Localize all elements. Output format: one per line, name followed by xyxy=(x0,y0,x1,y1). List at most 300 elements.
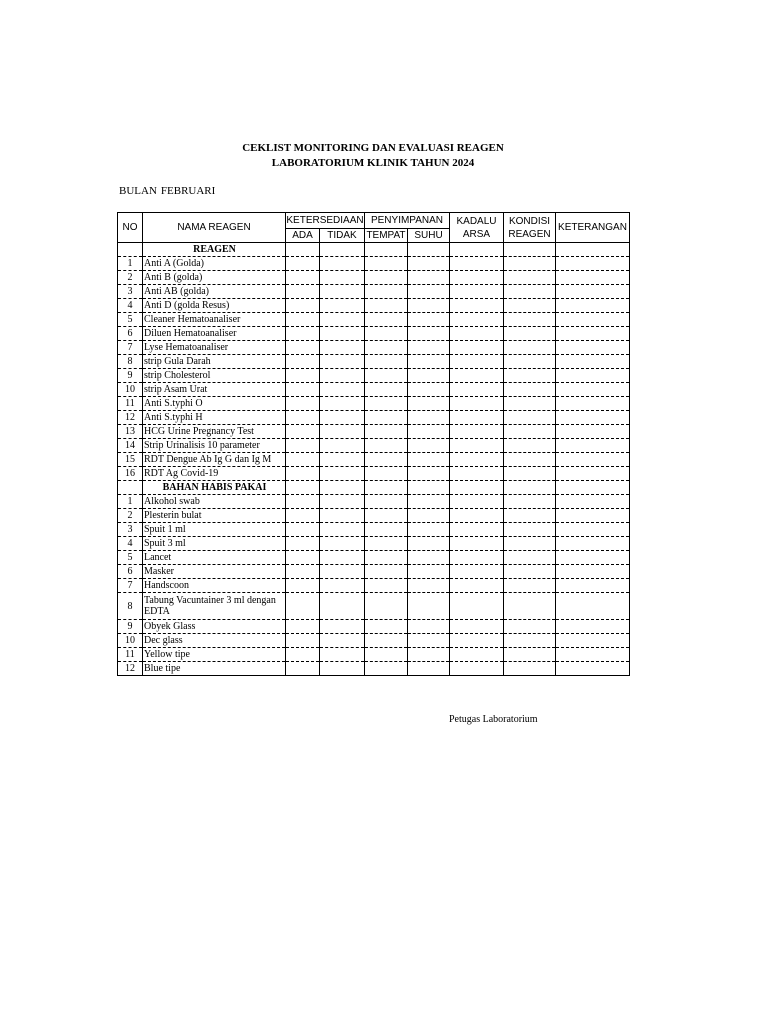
cell-kadaluarsa xyxy=(450,620,504,634)
cell-tempat xyxy=(365,481,408,495)
cell-ada xyxy=(286,285,320,299)
cell-suhu xyxy=(408,579,450,593)
table-row xyxy=(118,313,630,327)
cell-suhu xyxy=(408,593,450,620)
cell-suhu xyxy=(408,439,450,453)
cell-tidak xyxy=(320,425,365,439)
cell-suhu xyxy=(408,509,450,523)
cell-tempat xyxy=(365,383,408,397)
item-name: Strip Urinalisis 10 parameter xyxy=(143,439,286,453)
header-kondisi-line2: REAGEN xyxy=(508,228,551,240)
cell-kadaluarsa xyxy=(450,495,504,509)
cell-ada xyxy=(286,495,320,509)
cell-ada xyxy=(286,620,320,634)
cell-ada xyxy=(286,523,320,537)
cell-keterangan xyxy=(556,648,630,662)
table-row xyxy=(118,341,630,355)
cell-suhu xyxy=(408,369,450,383)
cell-tidak xyxy=(320,662,365,676)
cell-kondisi xyxy=(504,411,556,425)
cell-tempat xyxy=(365,467,408,481)
month-line xyxy=(119,185,215,197)
cell-suhu xyxy=(408,243,450,257)
item-no: 10 xyxy=(118,383,143,397)
item-no: 4 xyxy=(118,537,143,551)
cell-kondisi xyxy=(504,355,556,369)
table-row xyxy=(118,634,630,648)
cell-keterangan xyxy=(556,481,630,495)
item-name: strip Gula Darah xyxy=(143,355,286,369)
cell-kondisi xyxy=(504,551,556,565)
item-name: Lancet xyxy=(143,551,286,565)
item-name: Anti B (golda) xyxy=(143,271,286,285)
cell-suhu xyxy=(408,383,450,397)
header-ada: ADA xyxy=(286,229,320,243)
item-name: RDT Dengue Ab Ig G dan Ig M xyxy=(143,453,286,467)
cell-keterangan xyxy=(556,551,630,565)
header-kondisi-reagen xyxy=(504,213,556,243)
item-no: 4 xyxy=(118,299,143,313)
cell-kondisi xyxy=(504,383,556,397)
cell-tempat xyxy=(365,299,408,313)
month-value: FEBRUARI xyxy=(160,185,216,197)
item-name: Anti S.typhi O xyxy=(143,397,286,411)
cell-keterangan xyxy=(556,495,630,509)
item-no: 12 xyxy=(118,662,143,676)
cell-tidak xyxy=(320,648,365,662)
item-no: 9 xyxy=(118,620,143,634)
table-row xyxy=(118,467,630,481)
cell-kondisi xyxy=(504,439,556,453)
cell-tempat xyxy=(365,397,408,411)
cell-suhu xyxy=(408,271,450,285)
cell-ada xyxy=(286,453,320,467)
header-tempat: TEMPAT xyxy=(366,230,406,241)
item-no: 9 xyxy=(118,369,143,383)
cell-kondisi xyxy=(504,257,556,271)
document-title: CEKLIST MONITORING DAN EVALUASI REAGEN xyxy=(242,142,504,154)
cell-ada xyxy=(286,662,320,676)
item-no: 1 xyxy=(118,257,143,271)
officer-signature-label: Petugas Laboratorium xyxy=(449,714,538,725)
cell-keterangan xyxy=(556,620,630,634)
header-kadaluarsa-line2: ARSA xyxy=(462,228,491,240)
item-name: Spuit 1 ml xyxy=(143,523,286,537)
cell-kondisi xyxy=(504,565,556,579)
table-row xyxy=(118,383,630,397)
cell-kondisi xyxy=(504,662,556,676)
header-nama-reagen: NAMA REAGEN xyxy=(143,213,286,243)
cell-kadaluarsa xyxy=(450,551,504,565)
cell-ada xyxy=(286,327,320,341)
cell-tidak xyxy=(320,495,365,509)
cell-kadaluarsa xyxy=(450,355,504,369)
item-no: 5 xyxy=(118,551,143,565)
cell-kondisi xyxy=(504,523,556,537)
cell-ada xyxy=(286,299,320,313)
cell-ada xyxy=(286,271,320,285)
cell-ada xyxy=(286,439,320,453)
table-row xyxy=(118,648,630,662)
cell-tempat xyxy=(365,579,408,593)
cell-tempat xyxy=(365,425,408,439)
table-row xyxy=(118,620,630,634)
cell-tidak xyxy=(320,285,365,299)
cell-keterangan xyxy=(556,593,630,620)
item-name: HCG Urine Pregnancy Test xyxy=(143,425,286,439)
table-row xyxy=(118,397,630,411)
item-name: RDT Ag Covid-19 xyxy=(143,467,286,481)
section-title: BAHAN HABIS PAKAI xyxy=(143,481,286,495)
cell-tidak xyxy=(320,313,365,327)
header-keterangan: KETERANGAN xyxy=(556,213,630,243)
cell-suhu xyxy=(408,648,450,662)
item-no: 11 xyxy=(118,397,143,411)
item-no: 5 xyxy=(118,313,143,327)
cell-tidak xyxy=(320,327,365,341)
cell-kadaluarsa xyxy=(450,579,504,593)
cell-tidak xyxy=(320,509,365,523)
cell-tempat xyxy=(365,411,408,425)
cell-suhu xyxy=(408,411,450,425)
cell-ada xyxy=(286,565,320,579)
cell-ada xyxy=(286,425,320,439)
cell-ada xyxy=(286,243,320,257)
cell-suhu xyxy=(408,355,450,369)
cell-tidak xyxy=(320,551,365,565)
cell-kadaluarsa xyxy=(450,565,504,579)
cell-kondisi xyxy=(504,369,556,383)
cell-kadaluarsa xyxy=(450,509,504,523)
cell-suhu xyxy=(408,397,450,411)
cell-tempat xyxy=(365,439,408,453)
cell-kadaluarsa xyxy=(450,243,504,257)
cell-tidak xyxy=(320,271,365,285)
item-name: Dec glass xyxy=(143,634,286,648)
checklist-table xyxy=(117,212,630,676)
cell-kondisi xyxy=(504,243,556,257)
table-row xyxy=(118,565,630,579)
table-row xyxy=(118,551,630,565)
cell-kadaluarsa xyxy=(450,341,504,355)
cell-tidak xyxy=(320,397,365,411)
cell-keterangan xyxy=(556,243,630,257)
item-name: Obyek Glass xyxy=(143,620,286,634)
cell-keterangan xyxy=(556,369,630,383)
table-row xyxy=(118,411,630,425)
cell-tidak xyxy=(320,620,365,634)
cell-keterangan xyxy=(556,467,630,481)
cell-kadaluarsa xyxy=(450,425,504,439)
cell-tempat xyxy=(365,257,408,271)
cell-kadaluarsa xyxy=(450,327,504,341)
cell-ada xyxy=(286,341,320,355)
cell-ada xyxy=(286,481,320,495)
cell-keterangan xyxy=(556,537,630,551)
table-row xyxy=(118,355,630,369)
cell-tidak xyxy=(320,257,365,271)
cell-kondisi xyxy=(504,648,556,662)
cell-ada xyxy=(286,355,320,369)
cell-suhu xyxy=(408,620,450,634)
cell-tidak xyxy=(320,299,365,313)
cell-keterangan xyxy=(556,453,630,467)
cell-suhu xyxy=(408,551,450,565)
cell-kadaluarsa xyxy=(450,467,504,481)
item-no: 13 xyxy=(118,425,143,439)
item-no: 12 xyxy=(118,411,143,425)
cell-tempat xyxy=(365,341,408,355)
cell-kadaluarsa xyxy=(450,383,504,397)
cell-kondisi xyxy=(504,425,556,439)
cell-tidak xyxy=(320,579,365,593)
cell-tempat xyxy=(365,620,408,634)
cell-keterangan xyxy=(556,299,630,313)
cell-keterangan xyxy=(556,523,630,537)
cell-kadaluarsa xyxy=(450,271,504,285)
item-name: Masker xyxy=(143,565,286,579)
item-no: 6 xyxy=(118,565,143,579)
cell-kadaluarsa xyxy=(450,648,504,662)
cell-keterangan xyxy=(556,579,630,593)
cell-suhu xyxy=(408,299,450,313)
cell-kondisi xyxy=(504,467,556,481)
cell-kondisi xyxy=(504,453,556,467)
cell-ada xyxy=(286,537,320,551)
cell-ada xyxy=(286,313,320,327)
item-no: 7 xyxy=(118,579,143,593)
section-title: REAGEN xyxy=(143,243,286,257)
cell-kondisi xyxy=(504,481,556,495)
cell-keterangan xyxy=(556,257,630,271)
cell-suhu xyxy=(408,313,450,327)
cell-tidak xyxy=(320,243,365,257)
cell-tempat xyxy=(365,634,408,648)
section-row xyxy=(118,243,630,257)
item-no: 2 xyxy=(118,271,143,285)
cell-keterangan xyxy=(556,383,630,397)
item-name: Handscoon xyxy=(143,579,286,593)
cell-tempat xyxy=(365,565,408,579)
cell-keterangan xyxy=(556,565,630,579)
cell-kadaluarsa xyxy=(450,481,504,495)
item-name: Tabung Vacuntainer 3 ml dengan EDTA xyxy=(143,593,286,620)
table-row xyxy=(118,579,630,593)
cell-kondisi xyxy=(504,341,556,355)
item-no: 1 xyxy=(118,495,143,509)
item-no: 8 xyxy=(118,355,143,369)
cell-keterangan xyxy=(556,662,630,676)
item-name: Cleaner Hematoanaliser xyxy=(143,313,286,327)
cell-kadaluarsa xyxy=(450,369,504,383)
document-subtitle: LABORATORIUM KLINIK TAHUN 2024 xyxy=(271,157,475,169)
header-suhu: SUHU xyxy=(408,229,450,243)
table-row xyxy=(118,453,630,467)
cell-ada xyxy=(286,593,320,620)
item-name: Anti A (Golda) xyxy=(143,257,286,271)
cell-tempat xyxy=(365,355,408,369)
table-row xyxy=(118,537,630,551)
item-no: 10 xyxy=(118,634,143,648)
cell-tempat xyxy=(365,593,408,620)
cell-tempat xyxy=(365,662,408,676)
cell-kondisi xyxy=(504,537,556,551)
table-row xyxy=(118,327,630,341)
cell-suhu xyxy=(408,425,450,439)
cell-tempat xyxy=(365,285,408,299)
table-row xyxy=(118,369,630,383)
cell-kondisi xyxy=(504,593,556,620)
cell-ada xyxy=(286,579,320,593)
cell-suhu xyxy=(408,257,450,271)
cell-kondisi xyxy=(504,509,556,523)
cell-ada xyxy=(286,634,320,648)
cell-keterangan xyxy=(556,425,630,439)
cell-kondisi xyxy=(504,620,556,634)
item-no: 14 xyxy=(118,439,143,453)
item-name: Blue tipe xyxy=(143,662,286,676)
item-name: strip Cholesterol xyxy=(143,369,286,383)
section-row xyxy=(118,481,630,495)
cell-keterangan xyxy=(556,509,630,523)
table-row xyxy=(118,285,630,299)
item-no: 16 xyxy=(118,467,143,481)
cell-tempat xyxy=(365,523,408,537)
cell-keterangan xyxy=(556,397,630,411)
table-row xyxy=(118,523,630,537)
cell-suhu xyxy=(408,481,450,495)
section-no-cell xyxy=(118,481,143,495)
cell-tempat xyxy=(365,327,408,341)
cell-tempat xyxy=(365,551,408,565)
cell-tidak xyxy=(320,481,365,495)
cell-ada xyxy=(286,257,320,271)
cell-tempat xyxy=(365,495,408,509)
item-name: Alkohol swab xyxy=(143,495,286,509)
cell-tidak xyxy=(320,634,365,648)
cell-tempat xyxy=(365,509,408,523)
cell-keterangan xyxy=(556,411,630,425)
cell-kadaluarsa xyxy=(450,313,504,327)
cell-kondisi xyxy=(504,271,556,285)
cell-suhu xyxy=(408,341,450,355)
item-no: 6 xyxy=(118,327,143,341)
item-name: Anti AB (golda) xyxy=(143,285,286,299)
section-no-cell xyxy=(118,243,143,257)
header-penyimpanan: PENYIMPANAN xyxy=(365,213,450,229)
item-no: 3 xyxy=(118,285,143,299)
cell-suhu xyxy=(408,453,450,467)
cell-suhu xyxy=(408,467,450,481)
item-name: Lyse Hematoanaliser xyxy=(143,341,286,355)
cell-keterangan xyxy=(556,355,630,369)
checklist-body xyxy=(118,243,630,676)
cell-tempat xyxy=(365,369,408,383)
cell-tidak xyxy=(320,355,365,369)
table-row xyxy=(118,299,630,313)
cell-tidak xyxy=(320,593,365,620)
table-row xyxy=(118,257,630,271)
cell-suhu xyxy=(408,495,450,509)
cell-tempat xyxy=(365,648,408,662)
cell-ada xyxy=(286,467,320,481)
item-name: Diluen Hematoanaliser xyxy=(143,327,286,341)
cell-tempat xyxy=(365,537,408,551)
cell-kondisi xyxy=(504,313,556,327)
cell-tidak xyxy=(320,467,365,481)
cell-ada xyxy=(286,411,320,425)
cell-suhu xyxy=(408,523,450,537)
cell-tempat xyxy=(365,271,408,285)
header-kadaluarsa xyxy=(450,213,504,243)
item-name: Anti D (golda Resus) xyxy=(143,299,286,313)
cell-kadaluarsa xyxy=(450,411,504,425)
cell-suhu xyxy=(408,537,450,551)
item-name: Yellow tipe xyxy=(143,648,286,662)
cell-kadaluarsa xyxy=(450,397,504,411)
cell-keterangan xyxy=(556,327,630,341)
cell-tidak xyxy=(320,369,365,383)
cell-suhu xyxy=(408,634,450,648)
cell-kondisi xyxy=(504,327,556,341)
item-name: Plesterin bulat xyxy=(143,509,286,523)
item-no: 2 xyxy=(118,509,143,523)
cell-kadaluarsa xyxy=(450,537,504,551)
cell-suhu xyxy=(408,285,450,299)
cell-tidak xyxy=(320,453,365,467)
cell-tidak xyxy=(320,341,365,355)
cell-tempat xyxy=(365,453,408,467)
table-row xyxy=(118,593,630,620)
cell-kadaluarsa xyxy=(450,593,504,620)
header-tidak: TIDAK xyxy=(320,229,365,243)
cell-tidak xyxy=(320,383,365,397)
cell-keterangan xyxy=(556,313,630,327)
item-name: strip Asam Urat xyxy=(143,383,286,397)
cell-tidak xyxy=(320,537,365,551)
cell-tidak xyxy=(320,523,365,537)
cell-kondisi xyxy=(504,299,556,313)
cell-ada xyxy=(286,551,320,565)
cell-kondisi xyxy=(504,397,556,411)
cell-kondisi xyxy=(504,495,556,509)
table-row xyxy=(118,509,630,523)
cell-kadaluarsa xyxy=(450,257,504,271)
header-kadaluarsa-line1: KADALU xyxy=(456,215,497,227)
item-no: 3 xyxy=(118,523,143,537)
cell-ada xyxy=(286,648,320,662)
cell-keterangan xyxy=(556,439,630,453)
cell-keterangan xyxy=(556,341,630,355)
cell-tidak xyxy=(320,411,365,425)
cell-keterangan xyxy=(556,285,630,299)
cell-kadaluarsa xyxy=(450,299,504,313)
header-kondisi-line1: KONDISI xyxy=(508,215,551,227)
cell-kadaluarsa xyxy=(450,662,504,676)
cell-suhu xyxy=(408,327,450,341)
cell-ada xyxy=(286,383,320,397)
item-name: Anti S.typhi H xyxy=(143,411,286,425)
item-no: 7 xyxy=(118,341,143,355)
month-label: BULAN xyxy=(119,185,157,197)
table-row xyxy=(118,662,630,676)
cell-kondisi xyxy=(504,634,556,648)
cell-tidak xyxy=(320,439,365,453)
cell-ada xyxy=(286,397,320,411)
cell-kadaluarsa xyxy=(450,439,504,453)
header-ketersediaan: KETERSEDIAAN xyxy=(286,213,365,229)
cell-tidak xyxy=(320,565,365,579)
